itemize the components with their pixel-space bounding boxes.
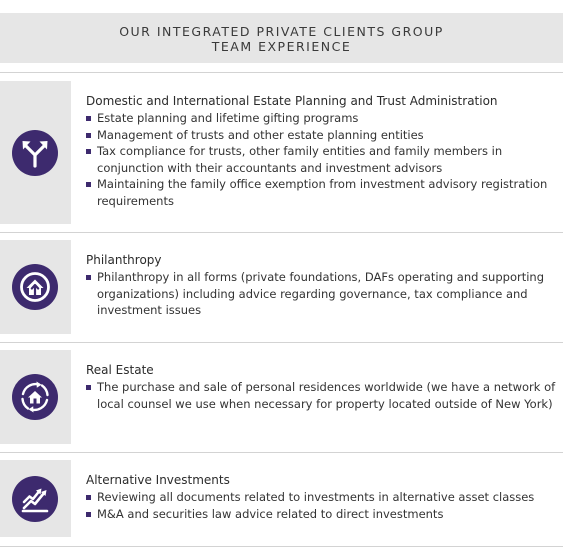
bullet-list	[86, 110, 556, 209]
section-estate-planning	[0, 81, 563, 224]
list-item: Reviewing all documents related to investments in alternative asset classes	[86, 489, 556, 506]
bullet-list	[86, 489, 556, 522]
house-arrow-icon	[12, 264, 58, 310]
divider	[0, 452, 563, 453]
list-item: Maintaining the family office exemption from investment advisory registration requirements	[86, 176, 556, 209]
divider	[0, 342, 563, 343]
header-title-line-2: TEAM EXPERIENCE	[211, 39, 352, 54]
header-title-line-1: OUR INTEGRATED PRIVATE CLIENTS GROUP	[119, 24, 444, 39]
section-title: Real Estate	[86, 363, 154, 377]
section-title: Philanthropy	[86, 253, 162, 267]
page-header	[0, 13, 563, 63]
section-philanthropy	[0, 240, 563, 334]
list-item: Philanthropy in all forms (private foundations, DAFs operating and supporting organizations) including advice regarding governance, tax compliance and investment issues	[86, 269, 556, 319]
list-item: Estate planning and lifetime gifting programs	[86, 110, 556, 127]
list-item: The purchase and sale of personal residences worldwide (we have a network of local counsel we use when necessary for property located outside of New York)	[86, 379, 556, 412]
trending-arrows-icon	[12, 476, 58, 522]
divider	[0, 232, 563, 233]
divider	[0, 72, 563, 73]
bullet-list	[86, 379, 556, 412]
diverging-arrows-icon	[12, 130, 58, 176]
list-item: M&A and securities law advice related to direct investments	[86, 506, 556, 523]
section-title: Domestic and International Estate Planning and Trust Administration	[86, 94, 498, 108]
list-item: Tax compliance for trusts, other family entities and family members in conjunction with their accountants and investment advisors	[86, 143, 556, 176]
house-cycle-icon	[12, 374, 58, 420]
section-title: Alternative Investments	[86, 473, 230, 487]
bullet-list	[86, 269, 556, 319]
divider	[0, 546, 563, 547]
list-item: Management of trusts and other estate planning entities	[86, 127, 556, 144]
section-real-estate	[0, 350, 563, 444]
section-alternative-investments	[0, 460, 563, 537]
